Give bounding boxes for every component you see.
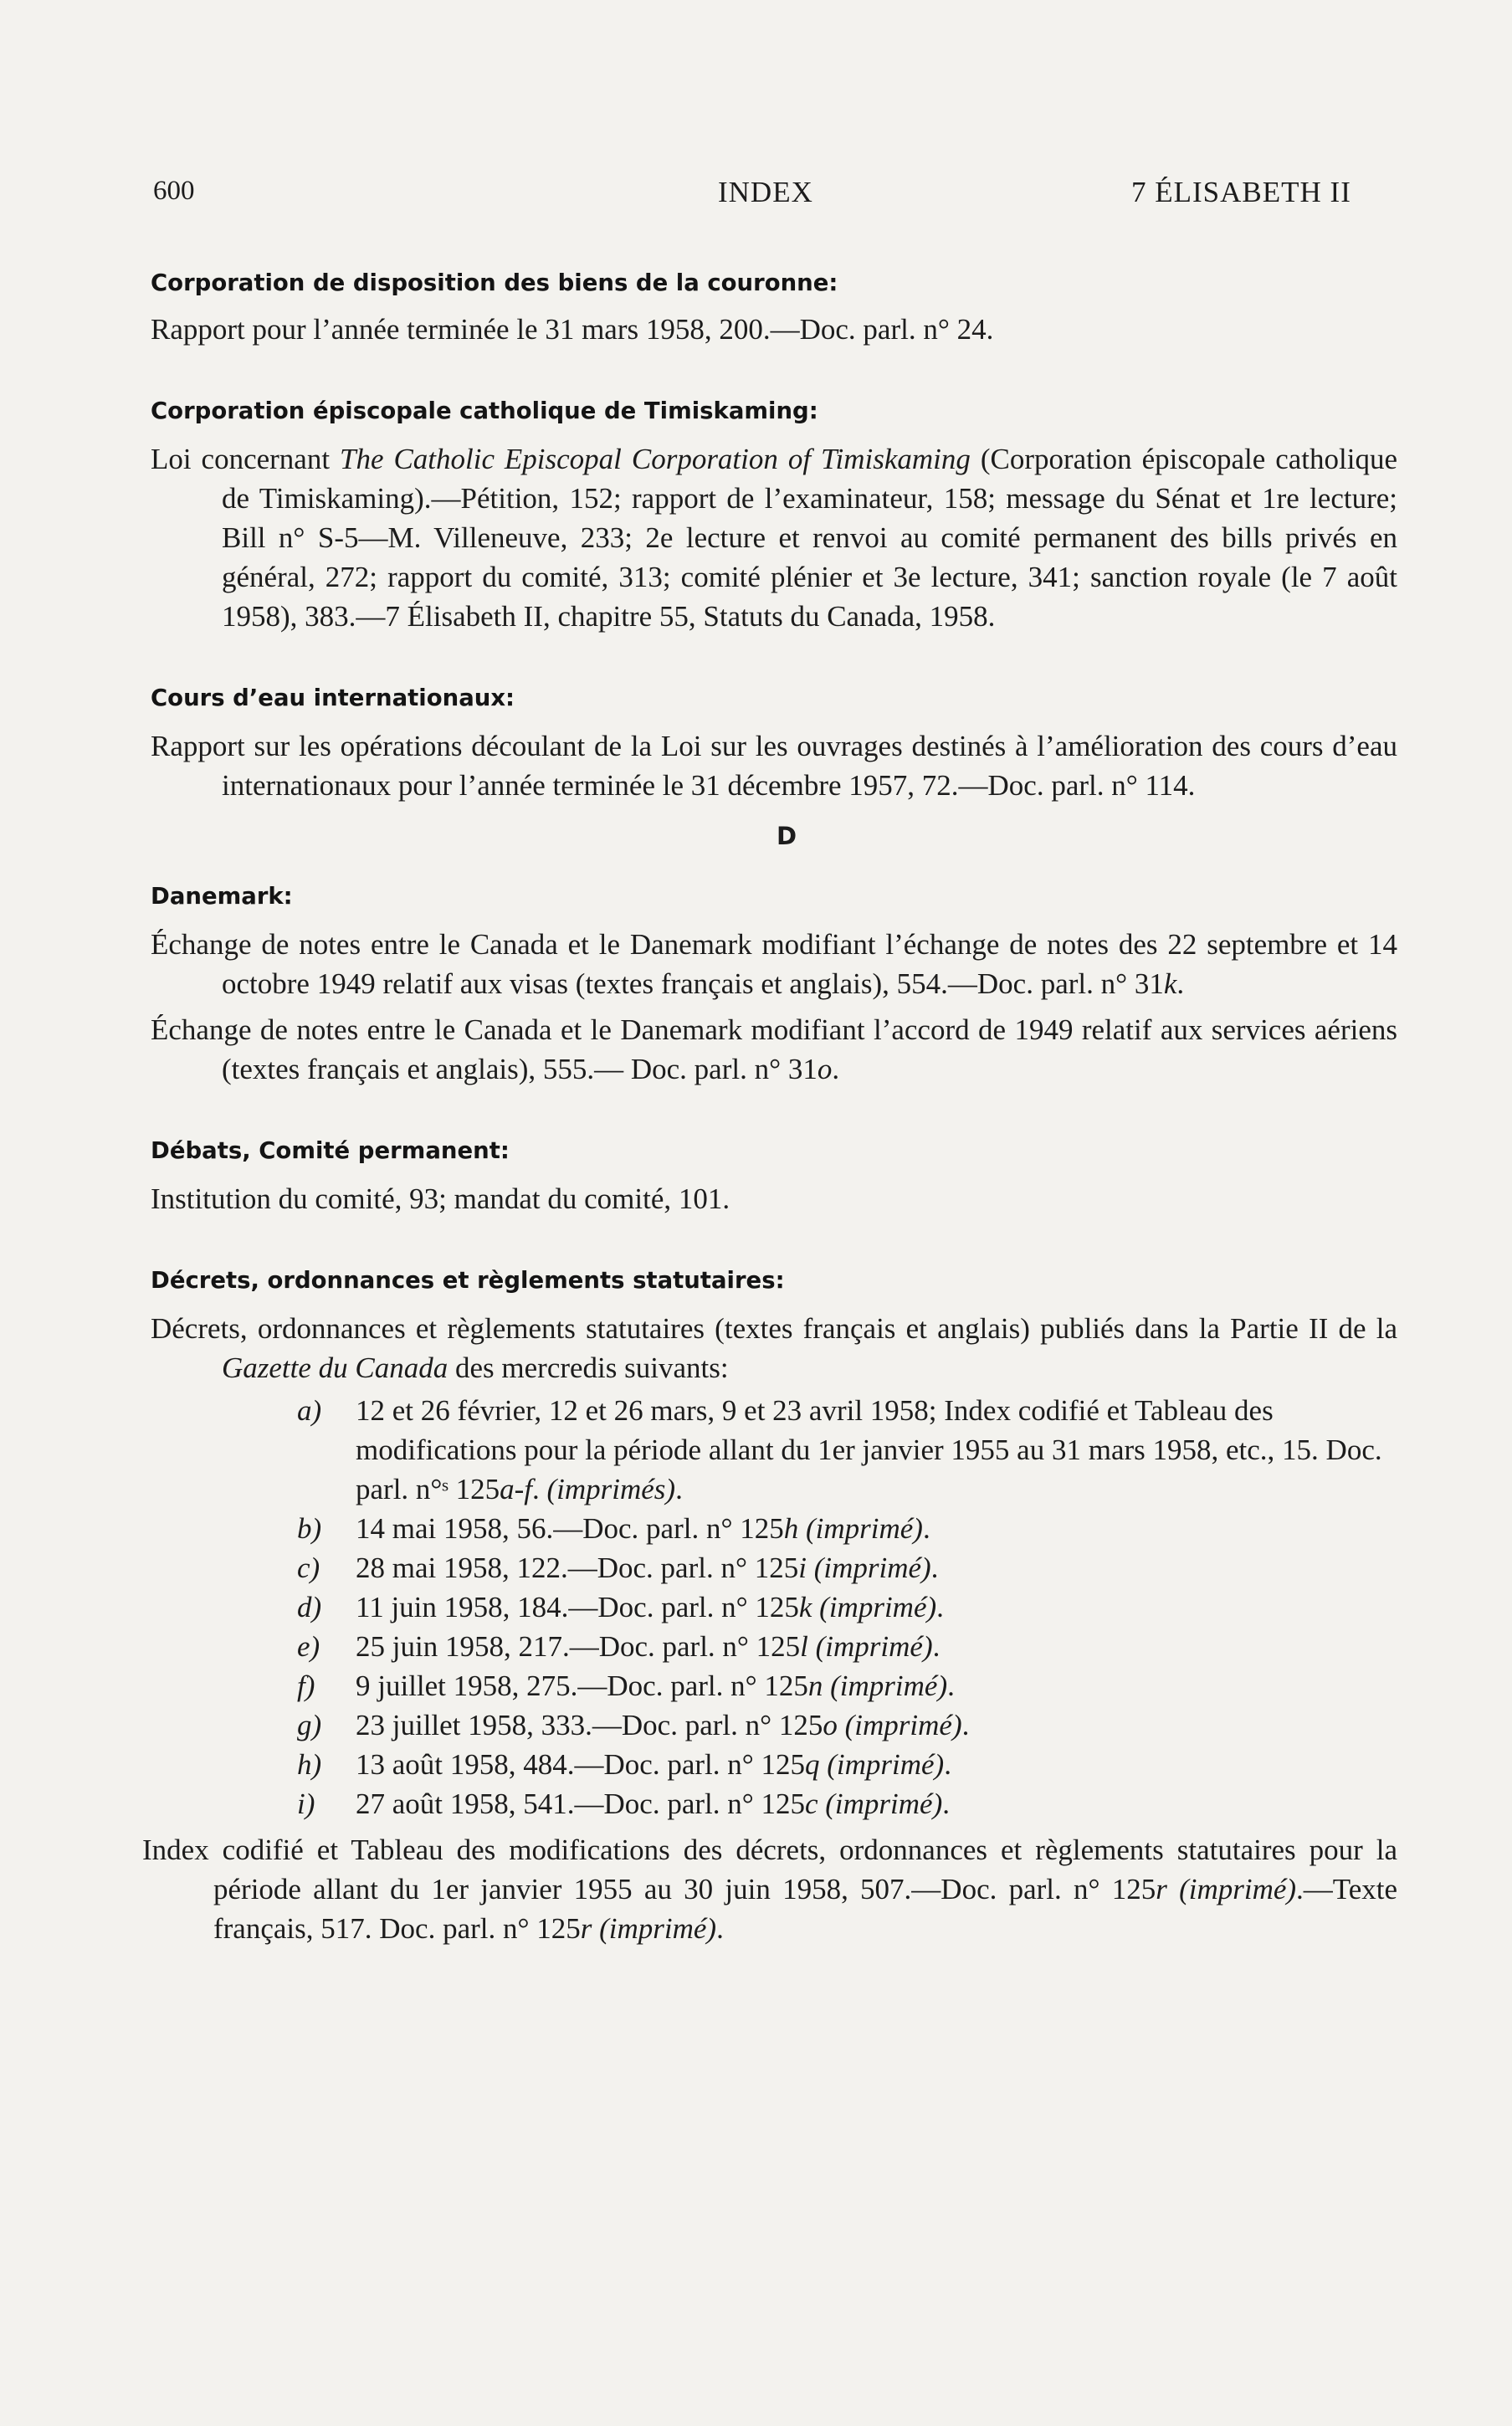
alphabet-letter: D (776, 822, 797, 850)
sub-entry-list (151, 1391, 1397, 1823)
header-right: 7 ÉLISABETH II (1131, 176, 1351, 208)
list-item: f) 9 juillet 1958, 275.—Doc. parl. n° 125n (imprimé). (297, 1669, 955, 1702)
page-header (0, 176, 1512, 218)
section-heading: Débats, Comité permanent: (151, 1137, 510, 1164)
index-entry: Rapport pour l’année terminée le 31 mars 1958, 200.—Doc. parl. n° 24. (151, 313, 994, 346)
list-item: e) 25 juin 1958, 217.—Doc. parl. n° 125l (imprimé). (297, 1630, 941, 1663)
list-item: b) 14 mai 1958, 56.—Doc. parl. n° 125h (imprimé). (297, 1512, 930, 1545)
list-item: a) 12 et 26 février, 12 et 26 mars, 9 et 23 avril 1958; Index codifié et Tableau des modifications pour la période allant du 1er janvier 1955 au 31 mars 1958, etc., 15. Doc. parl. n°ˢ 125a-f. (imprimés). (297, 1394, 1382, 1505)
list-item: i) 27 août 1958, 541.—Doc. parl. n° 125c (imprimé). (297, 1787, 950, 1820)
section-heading: Danemark: (151, 883, 293, 910)
index-entry: Décrets, ordonnances et règlements statutaires (textes français et anglais) publiés dans la Partie II de la Gazette du Canada des mercredis suivants: (151, 1312, 1397, 1384)
list-item: h) 13 août 1958, 484.—Doc. parl. n° 125q (imprimé). (297, 1748, 951, 1781)
section-heading: Décrets, ordonnances et règlements statutaires: (151, 1267, 785, 1294)
page-number: 600 (153, 176, 195, 206)
index-entry: Échange de notes entre le Canada et le Danemark modifiant l’accord de 1949 relatif aux services aériens (textes français et anglais), 555.— Doc. parl. n° 31o. (151, 1013, 1397, 1085)
list-item: g) 23 juillet 1958, 333.—Doc. parl. n° 125o (imprimé). (297, 1709, 970, 1741)
list-item: c) 28 mai 1958, 122.—Doc. parl. n° 125i (imprimé). (297, 1552, 939, 1584)
index-entry: Institution du comité, 93; mandat du comité, 101. (151, 1182, 730, 1215)
header-title: INDEX (718, 176, 813, 208)
section-heading: Cours d’eau internationaux: (151, 685, 515, 711)
index-entry: Index codifié et Tableau des modifications des décrets, ordonnances et règlements statutaires pour la période allant du 1er janvier 1955 au 30 juin 1958, 507.—Doc. parl. n° 125r (imprimé).—Texte français, 517. Doc. parl. n° 125r (imprimé). (142, 1834, 1398, 1945)
section-heading: Corporation de disposition des biens de la couronne: (151, 269, 838, 296)
index-entry: Rapport sur les opérations découlant de la Loi sur les ouvrages destinés à l’amélioration des cours d’eau internationaux pour l’année terminée le 31 décembre 1957, 72.—Doc. parl. n° 114. (151, 730, 1397, 802)
list-item: d) 11 juin 1958, 184.—Doc. parl. n° 125k (imprimé). (297, 1591, 944, 1623)
index-entry: Loi concernant The Catholic Episcopal Corporation of Timiskaming (Corporation épiscopale catholique de Timiskaming).—Pétition, 152; rapport de l’examinateur, 158; message du Sénat et 1re lecture; Bill n° S-5—M. Villeneuve, 233; 2e lecture et renvoi au comité permanent des bills privés en général, 272; rapport du comité, 313; comité plénier et 3e lecture, 341; sanction royale (le 7 août 1958), 383.—7 Élisabeth II, chapitre 55, Statuts du Canada, 1958. (151, 443, 1397, 633)
index-entry: Échange de notes entre le Canada et le Danemark modifiant l’échange de notes des 22 septembre et 14 octobre 1949 relatif aux visas (textes français et anglais), 554.—Doc. parl. n° 31k. (151, 928, 1397, 1000)
section-heading: Corporation épiscopale catholique de Timiskaming: (151, 397, 818, 424)
index-body (142, 266, 1398, 1948)
